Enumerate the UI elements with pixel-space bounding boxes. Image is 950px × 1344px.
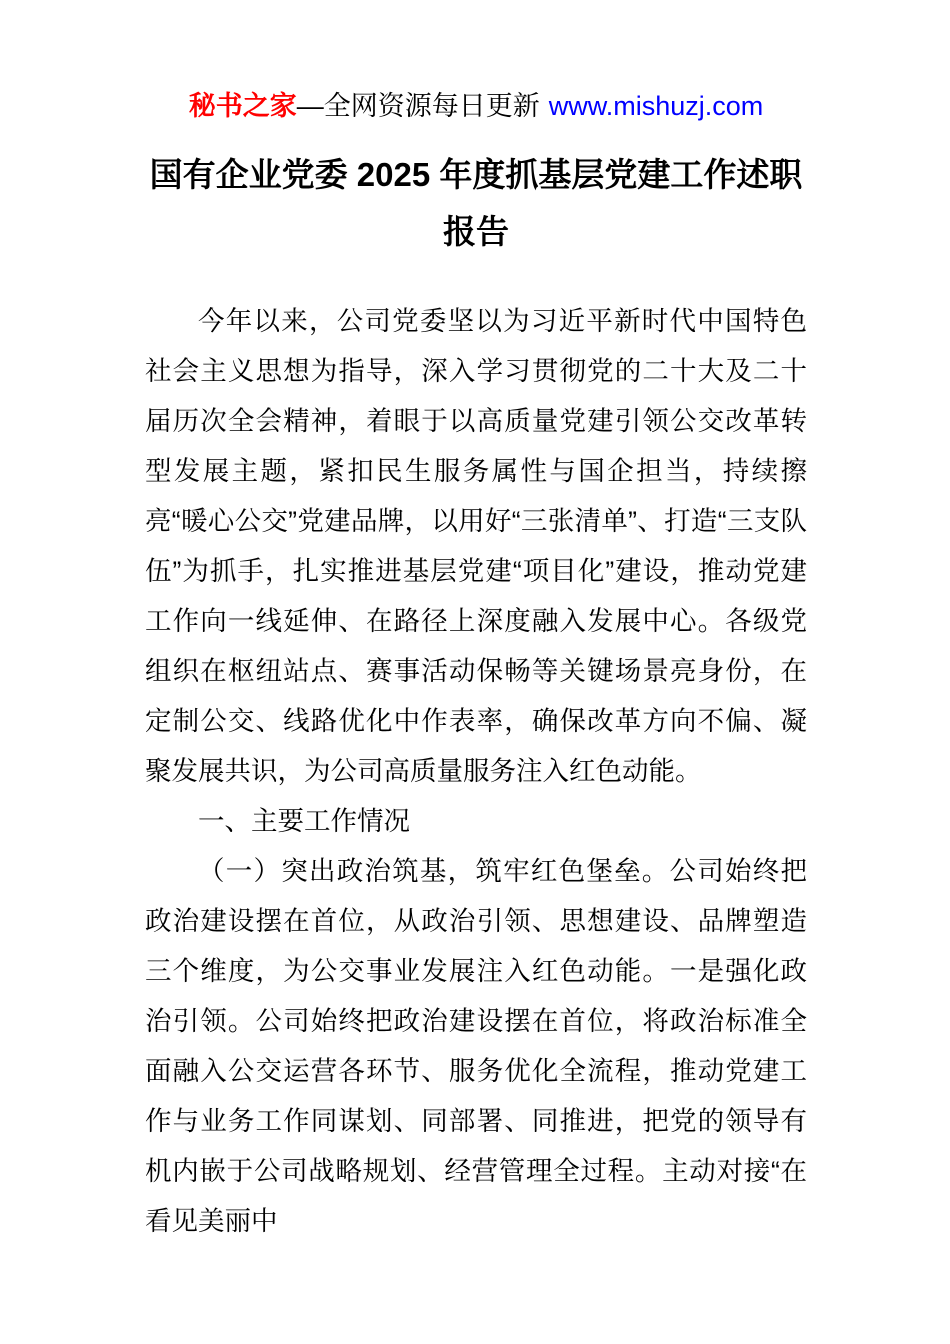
document-body	[145, 296, 807, 1246]
site-brand: 秘书之家	[188, 91, 297, 121]
section-heading-main-work: 一、主要工作情况	[198, 806, 410, 836]
document-title-line2: 报告	[443, 213, 509, 250]
paragraph-intro: 今年以来，公司党委坚以为习近平新时代中国特色社会主义思想为指导，深入学习贯彻党的二十大及二十届历次全会精神，着眼于以高质量党建引领公交改革转型发展主题，紧扣民生服务属性与国企担当，持续擦亮“暖心公交”党建品牌，以用好“三张清单”、打造“三支队伍”为抓手，扎实推进基层党建“项目化”建设，推动党建工作向一线延伸、在路径上深度融入发展中心。各级党组织在枢纽站点、赛事活动保畅等关键场景亮身份，在定制公交、线路优化中作表率，确保改革方向不偏、凝聚发展共识，为公司高质量服务注入红色动能。	[145, 306, 807, 786]
site-url-link[interactable]: www.mishuzj.com	[548, 91, 764, 121]
site-header	[145, 88, 807, 124]
document-title-line1: 国有企业党委 2025 年度抓基层党建工作述职	[149, 156, 803, 193]
paragraph-section-one: （一）突出政治筑基，筑牢红色堡垒。公司始终把政治建设摆在首位，从政治引领、思想建设、品牌塑造三个维度，为公交事业发展注入红色动能。一是强化政治引领。公司始终把政治建设摆在首位，将政治标准全面融入公交运营各环节、服务优化全流程，推动党建工作与业务工作同谋划、同部署、同推进，把党的领导有机内嵌于公司战略规划、经营管理全过程。主动对接“在看见美丽中	[145, 856, 807, 1236]
site-tagline: —全网资源每日更新	[296, 91, 540, 121]
document-title	[145, 146, 807, 260]
